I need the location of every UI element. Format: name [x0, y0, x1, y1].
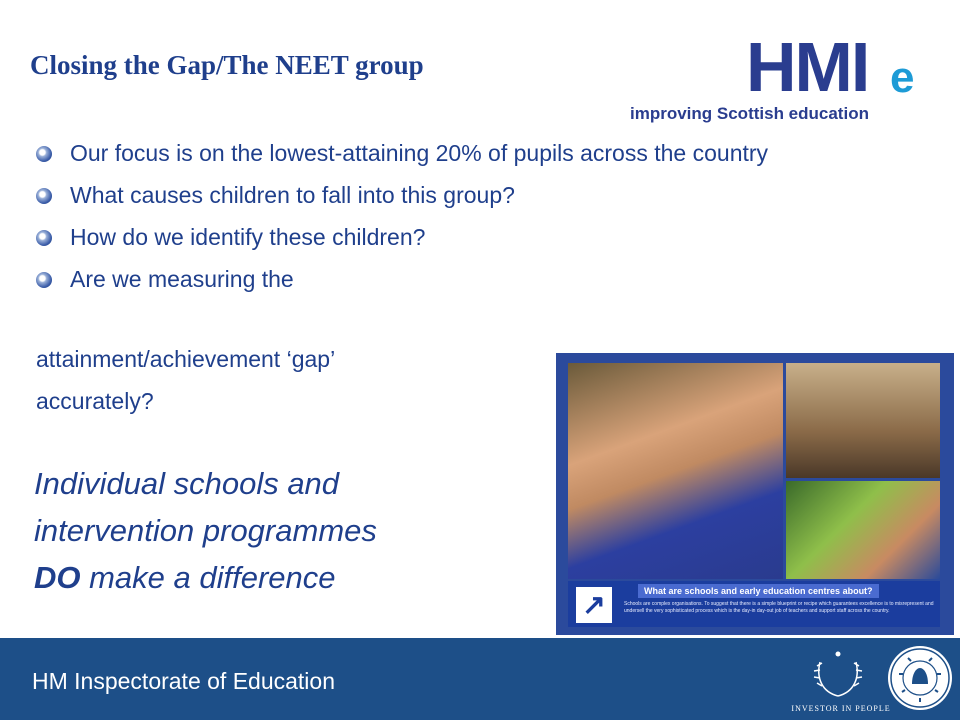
emphasis-rest: make a difference: [80, 560, 336, 595]
photo-heading: What are schools and early education centres about?: [638, 584, 879, 598]
emphasis-statement: [34, 460, 377, 601]
photo-dancers: [786, 363, 940, 478]
bullet-text: Our focus is on the lowest-attaining 20% of pupils across the country: [70, 140, 769, 166]
investor-in-people-label: INVESTOR IN PEOPLE: [791, 704, 891, 713]
footer-title: HM Inspectorate of Education: [32, 668, 335, 694]
logo-tagline: improving Scottish education: [630, 104, 869, 123]
bullet-icon: [36, 146, 52, 162]
emphasis-line: Individual schools and: [34, 466, 340, 501]
bullet-list: [36, 138, 936, 306]
bullet-item: [36, 222, 936, 252]
photo-caption-bar: [568, 581, 940, 627]
bullet-text: Are we measuring the: [70, 266, 294, 292]
hmie-logo: [628, 28, 928, 124]
emphasis-line: [34, 554, 377, 601]
emphasis-strong: DO: [34, 560, 81, 595]
footer-bar: [0, 638, 960, 720]
photo-girl-plants: [786, 481, 940, 579]
bullet-icon: [36, 272, 52, 288]
emphasis-line: intervention programmes: [34, 513, 377, 548]
photo-collage: [568, 363, 940, 579]
photo-boy-reading: [568, 363, 783, 579]
photo-body-text: Schools are complex organisations. To suggest that there is a simple blueprint or recipe which guarantees excellence is to misrepresent and undersell the very sophisticated process which is the day-in day-out job of teachers and support staff across the country.: [624, 601, 934, 614]
bullet-continuation: accurately?: [36, 388, 154, 414]
bullet-item: [36, 138, 936, 168]
bullet-text: What causes children to fall into this group?: [70, 182, 515, 208]
bullet-icon: [36, 188, 52, 204]
bullet-icon: [36, 230, 52, 246]
slide-title: Closing the Gap/The NEET group: [30, 50, 424, 80]
arrow-icon: ↗: [576, 587, 612, 623]
investor-in-people-laurel-icon: [810, 646, 866, 702]
publication-cover-image: [556, 353, 954, 635]
logo-main-text: HMI: [746, 28, 869, 106]
bullet-item: [36, 180, 936, 210]
logo-suffix-text: e: [890, 53, 915, 102]
bullet-item: [36, 264, 936, 294]
charter-mark-seal-icon: [886, 644, 954, 712]
bullet-text: How do we identify these children?: [70, 224, 426, 250]
bullet-continuation: attainment/achievement ‘gap’: [36, 346, 336, 372]
